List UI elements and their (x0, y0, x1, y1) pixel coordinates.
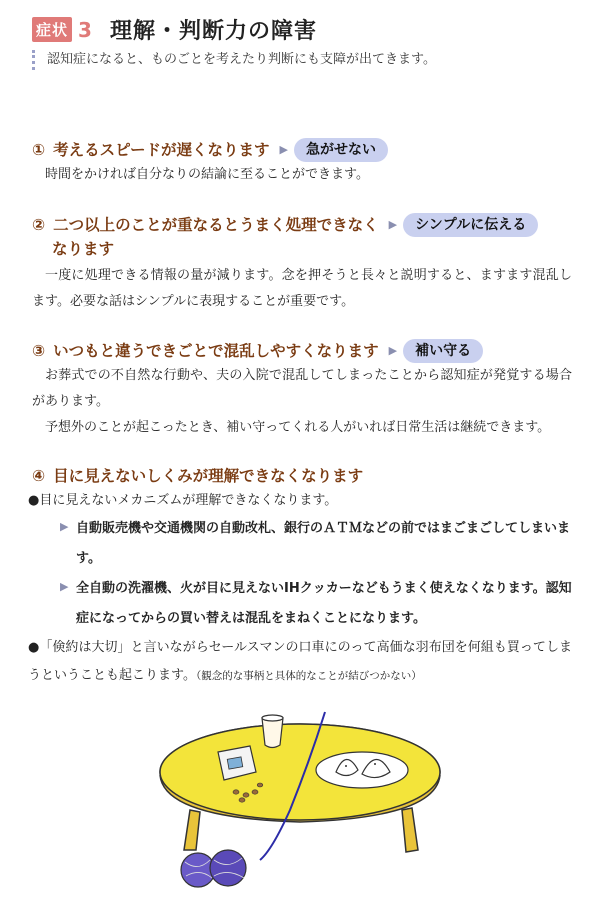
advice-tag: シンプルに伝える (403, 213, 538, 237)
table-leg (402, 808, 418, 852)
section-heading: 目に見えないしくみが理解できなくなります (53, 467, 364, 485)
section-1 (32, 138, 572, 188)
triangle-arrow-icon: ▶ (60, 520, 69, 533)
triangle-arrow-icon: ▶ (388, 218, 398, 231)
tea-cup-rim (262, 715, 283, 721)
section-body: お葬式での不自然な行動や、夫の入院で混乱してしまったことから認知症が発覚する場合があります。 (32, 368, 572, 409)
plate (316, 752, 408, 788)
advice-tag: 補い守る (403, 339, 483, 363)
bullet-item: ●目に見えないメカニズムが理解できなくなります。 (28, 493, 338, 508)
section-2 (32, 213, 572, 315)
page-title: 理解・判断力の障害 (109, 19, 317, 44)
sub-item-text: 自動販売機や交通機関の自動改札、銀行のＡＴＭなどの前ではまごまごしてしまいます。 (76, 521, 571, 566)
triangle-arrow-icon: ▶ (279, 143, 288, 156)
section-heading: 二つ以上のことが重なるとうまく処理できなく (53, 216, 379, 234)
section-heading: いつもと違うできごとで混乱しやすくなります (53, 342, 379, 360)
section-body: 一度に処理できる情報の量が減ります。念を押そうと長々と説明すると、ますます混乱します。必要な話はシンプルに表現することが重要です。 (32, 268, 572, 309)
sub-item (60, 574, 572, 634)
bullet-item-note: （観念的な事柄と具体的なことが結びつかない） (195, 670, 422, 682)
intro-text: 認知症になると、ものごとを考えたり判断にも支障が出てきます。 (32, 50, 436, 70)
section-heading-cont: なります (52, 240, 115, 258)
section-body: 予想外のことが起こったとき、補い守ってくれる人がいれば日常生活は継続できます。 (45, 420, 551, 435)
section-1-title (32, 138, 572, 162)
section-2-title (32, 213, 572, 237)
tea-cup (262, 718, 283, 748)
section-number: ④ (32, 467, 46, 485)
section-number: ① (32, 141, 46, 159)
advice-tag: 急がせない (294, 138, 388, 162)
bullet-item (28, 634, 572, 690)
section-3-title (32, 339, 572, 363)
table-illustration (150, 700, 450, 900)
section-number: ② (32, 216, 46, 234)
table-leg (184, 810, 200, 850)
triangle-arrow-icon: ▶ (60, 580, 69, 593)
section-4 (28, 464, 572, 690)
section-number: ③ (32, 342, 46, 360)
symptom-number: 3 (78, 17, 92, 42)
section-heading: 考えるスピードが遅くなります (53, 141, 270, 159)
triangle-arrow-icon: ▶ (388, 344, 398, 357)
sub-item (60, 514, 572, 574)
page-header (32, 14, 317, 45)
section-4-title (32, 464, 572, 488)
yarn-balls (181, 850, 246, 887)
symptom-badge: 症状 (32, 17, 72, 42)
sub-item-text: 全自動の洗濯機、火が目に見えないIHクッカーなどもうまく使えなくなります。認知症になってからの買い替えは混乱をまねくことになります。 (76, 581, 572, 626)
section-body: 時間をかければ自分なりの結論に至ることができます。 (45, 167, 369, 182)
section-3 (32, 339, 572, 441)
bullet-item-text: ●「倹約は大切」と言いながらセールスマンの口車にのって高価な羽布団を何組も買ってしまうということも起こります。 (28, 640, 572, 683)
